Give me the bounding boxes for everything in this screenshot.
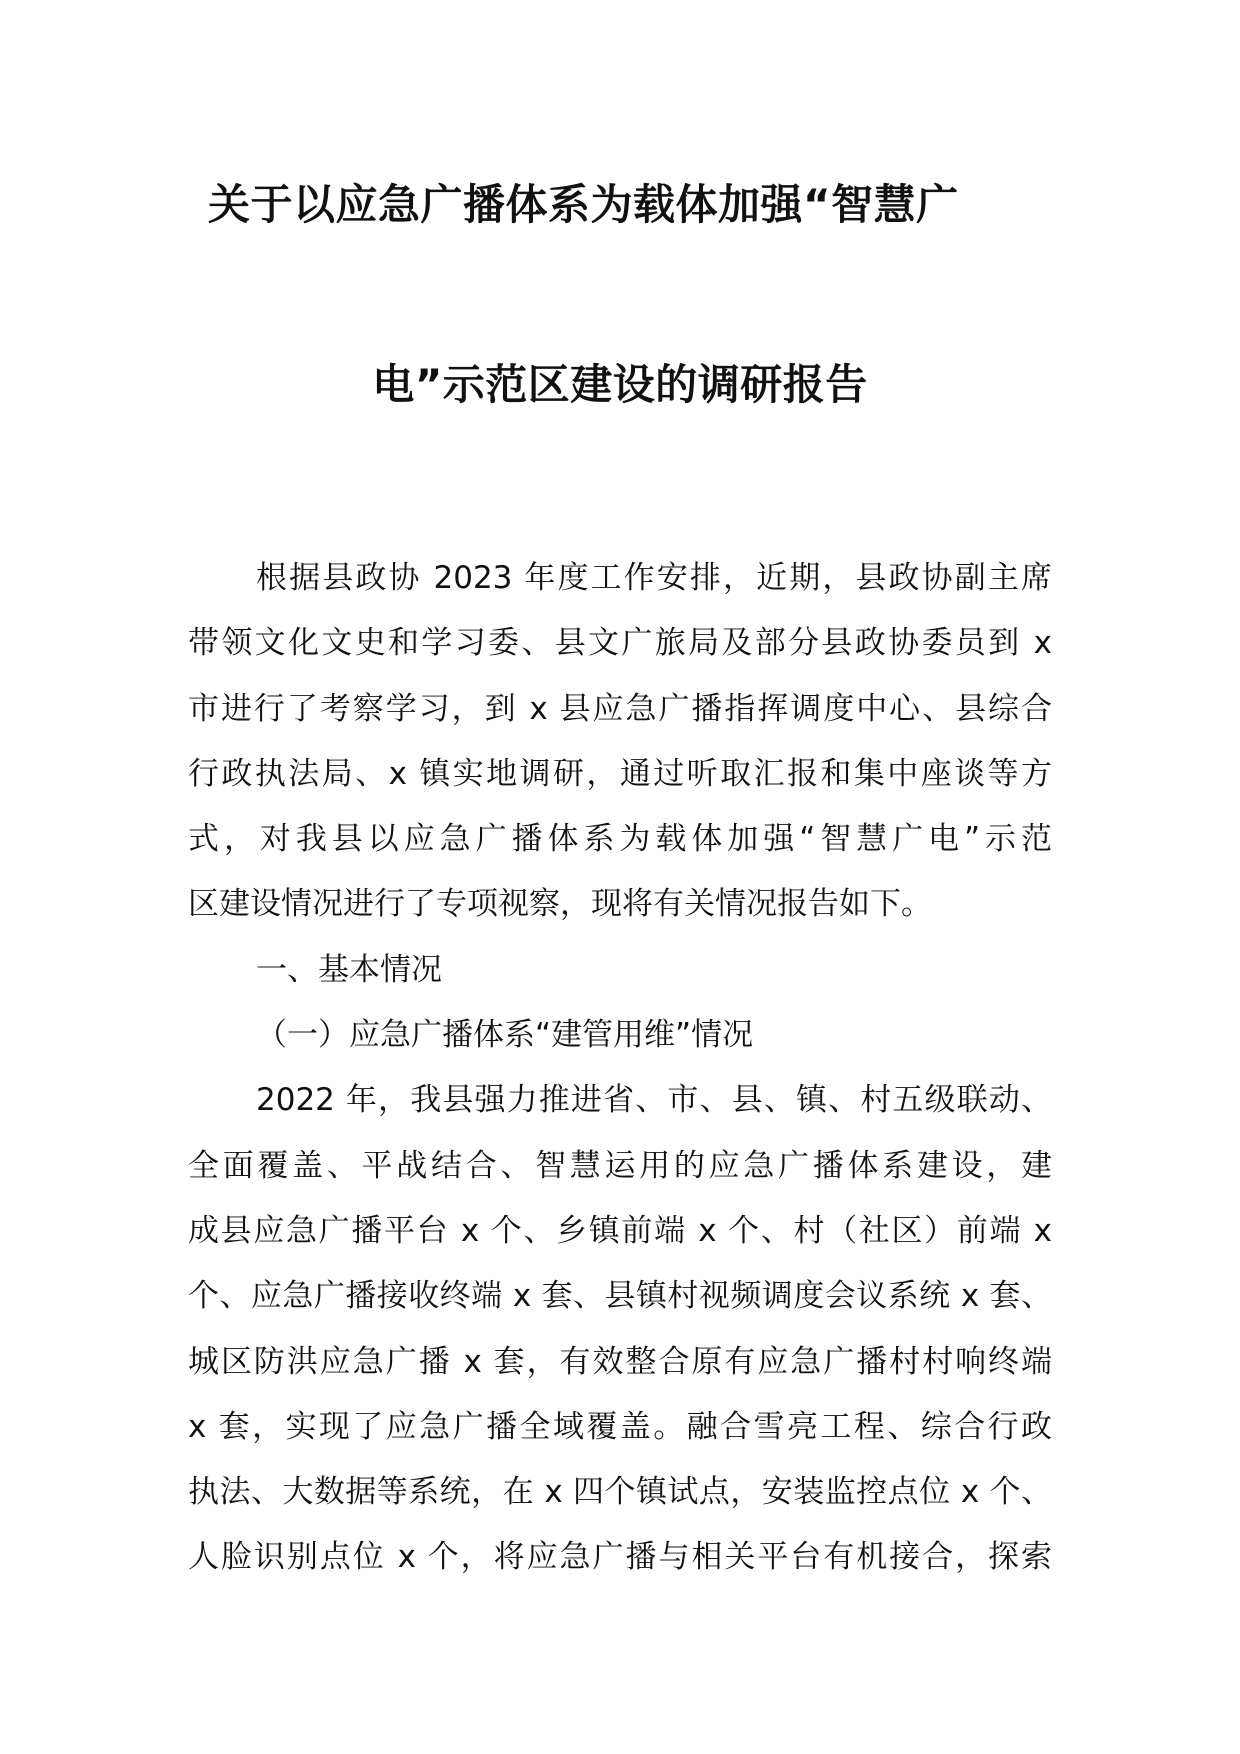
document-body bbox=[188, 546, 1052, 1591]
paragraph-line: 成县应急广播平台 x 个、乡镇前端 x 个、村（社区）前端 x bbox=[188, 1212, 1052, 1249]
subsection-heading: （一）应急广播体系“建管用维”情况 bbox=[256, 1017, 754, 1054]
paragraph-line: 人脸识别点位 x 个，将应急广播与相关平台有机接合，探索 bbox=[188, 1539, 1052, 1576]
paragraph-line: 带领文化文史和学习委、县文广旅局及部分县政协委员到 x bbox=[188, 625, 1052, 662]
section-heading: 一、基本情况 bbox=[256, 951, 442, 988]
paragraph-line: 个、应急广播接收终端 x 套、县镇村视频调度会议系统 x 套、 bbox=[188, 1278, 1052, 1315]
paragraph-line: 行政执法局、x 镇实地调研，通过听取汇报和集中座谈等方 bbox=[188, 755, 1052, 792]
paragraph-line: 区建设情况进行了专项视察，现将有关情况报告如下。 bbox=[188, 886, 932, 923]
paragraph-line: 根据县政协 2023 年度工作安排，近期，县政协副主席 bbox=[256, 560, 1052, 596]
paragraph-line: 式，对我县以应急广播体系为载体加强“智慧广电”示范 bbox=[188, 821, 1052, 858]
paragraph-line: 2022 年，我县强力推进省、市、县、镇、村五级联动、 bbox=[256, 1082, 1052, 1119]
document-title-line-1: 关于以应急广播体系为载体加强“智慧广 bbox=[208, 180, 959, 229]
paragraph-line: 执法、大数据等系统，在 x 四个镇试点，安装监控点位 x 个、 bbox=[188, 1474, 1052, 1511]
document-title-line-2: 电”示范区建设的调研报告 bbox=[372, 360, 868, 409]
paragraph-line: 全面覆盖、平战结合、智慧运用的应急广播体系建设，建 bbox=[188, 1147, 1052, 1184]
paragraph-line: 市进行了考察学习，到 x 县应急广播指挥调度中心、县综合 bbox=[188, 690, 1052, 727]
paragraph-line: 城区防洪应急广播 x 套，有效整合原有应急广播村村响终端 bbox=[188, 1343, 1052, 1380]
paragraph-line: x 套，实现了应急广播全域覆盖。融合雪亮工程、综合行政 bbox=[188, 1408, 1052, 1445]
